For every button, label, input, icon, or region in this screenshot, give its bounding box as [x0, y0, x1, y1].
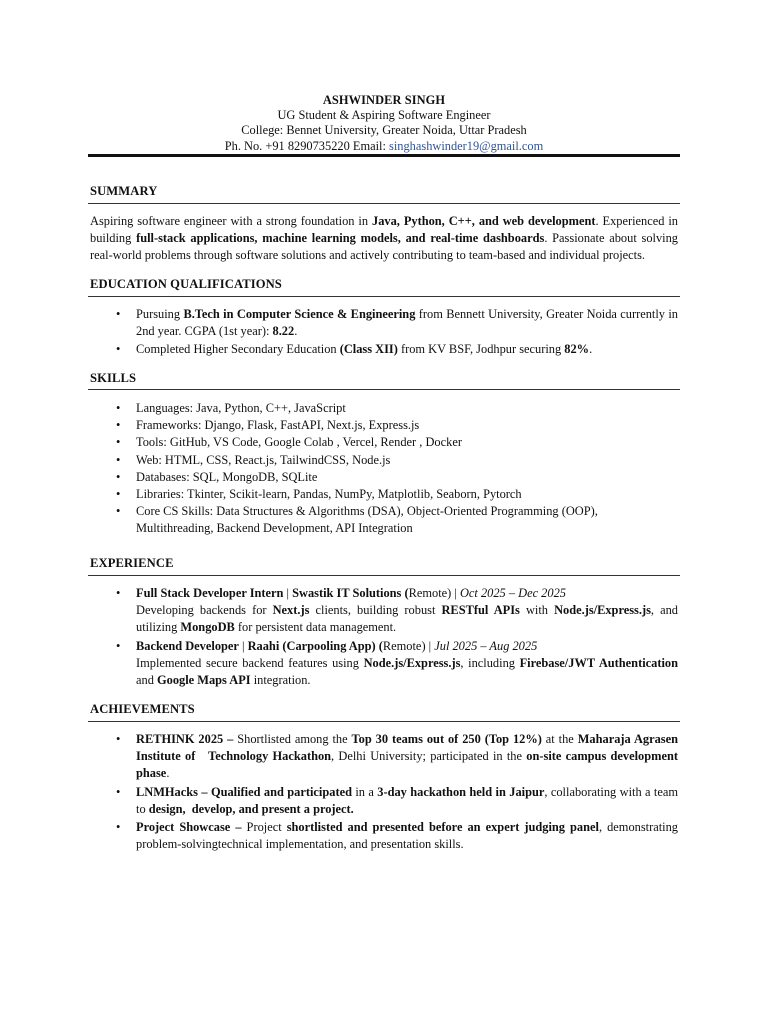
education-item-text: .	[294, 324, 298, 339]
skills-item-text: Tools: GitHub, VS Code, Google Colab , Vercel, Render , Docker	[136, 435, 462, 450]
experience-item	[0, 585, 678, 637]
experience-desc: Developing backends for	[136, 603, 273, 618]
experience-divider	[88, 575, 680, 576]
header-divider	[88, 154, 680, 157]
email-link[interactable]: singhashwinder19@gmail.com	[389, 138, 544, 153]
skills-item-text: Libraries: Tkinter, Scikit-learn, Pandas, NumPy, Matplotlib, Seaborn, Pytorch	[136, 487, 522, 502]
candidate-name: ASHWINDER SINGH	[322, 93, 446, 107]
skills-item-languages	[0, 400, 678, 417]
bullet-icon: •	[116, 435, 121, 450]
bullet-icon: •	[116, 638, 121, 653]
achievement-item	[0, 784, 678, 818]
experience-separator: |	[283, 586, 293, 600]
education-item	[0, 341, 678, 358]
education-heading: EDUCATION QUALIFICATIONS	[90, 277, 282, 291]
achievement-text: , Delhi University; participated in the	[331, 749, 527, 764]
achievement-bold: on-site campus development phase	[136, 749, 678, 781]
experience-desc-bold: Next.js	[272, 603, 310, 618]
summary-divider	[88, 203, 680, 204]
education-item-text: Completed Higher Secondary Education	[136, 342, 340, 357]
achievement-bold: shortlisted and presented before an expert judging panel	[286, 820, 599, 835]
skills-item-text: Databases: SQL, MongoDB, SQLite	[136, 469, 318, 484]
summary-text	[90, 213, 678, 265]
resume-header	[0, 93, 768, 154]
achievement-text: , demonstrating problem-solvingtechnical implementation, and presentation skills.	[136, 820, 678, 852]
bullet-icon: •	[116, 820, 121, 835]
skills-item-databases	[0, 469, 678, 486]
achievement-text: Project	[241, 820, 287, 835]
bullet-icon: •	[116, 452, 121, 467]
summary-text-part: . Passionate about solving real-world problems through software solutions and actively contributing to team-based and individual projects.	[90, 231, 678, 263]
achievement-text: in a	[351, 784, 378, 799]
experience-mode: Remote	[408, 586, 448, 600]
experience-org: Swastik IT Solutions (	[292, 586, 409, 600]
experience-mode: Remote	[382, 638, 422, 653]
candidate-tagline: UG Student & Aspiring Software Engineer	[277, 108, 491, 123]
skills-item-tools	[0, 434, 678, 451]
experience-desc-bold: MongoDB	[180, 620, 235, 635]
experience-dates: Jul 2025 – Aug 2025	[434, 638, 538, 653]
education-item-text: Pursuing	[136, 307, 184, 321]
experience-desc-bold: Node.js/Express.js	[363, 655, 461, 670]
summary-text-bold: Java, Python, C++, and web development	[372, 214, 596, 228]
education-item-bold: (Class XII)	[339, 342, 398, 357]
experience-org: Raahi (Carpooling App) (	[247, 638, 383, 653]
experience-separator: ) |	[447, 586, 460, 600]
bullet-icon: •	[116, 487, 121, 502]
experience-desc: , and utilizing	[136, 603, 678, 635]
contact-line	[0, 139, 768, 154]
bullet-icon: •	[116, 401, 121, 415]
education-item	[0, 306, 678, 340]
bullet-icon: •	[116, 307, 121, 321]
achievements-heading: ACHIEVEMENTS	[90, 702, 195, 716]
achievement-bold: –	[197, 784, 211, 799]
experience-desc: and	[136, 673, 157, 688]
achievement-bold: 3-day hackathon held in Jaipur	[377, 784, 545, 799]
achievement-text: .	[166, 766, 170, 781]
skills-heading: SKILLS	[90, 371, 137, 385]
experience-desc: Implemented secure backend features using	[136, 655, 364, 670]
bullet-icon: •	[116, 418, 121, 433]
achievement-bold: Project Showcase –	[136, 820, 242, 835]
education-item-bold: 8.22	[272, 324, 295, 339]
skills-item-frameworks	[0, 417, 678, 434]
achievement-bold: RETHINK 2025 –	[136, 732, 234, 746]
experience-desc: integration.	[250, 673, 311, 688]
education-list	[0, 306, 678, 359]
experience-desc: , including	[460, 655, 520, 670]
experience-item	[0, 638, 678, 690]
education-item-text: from KV BSF, Jodhpur securing	[397, 342, 565, 357]
bullet-icon: •	[116, 342, 121, 357]
achievement-item	[0, 731, 678, 783]
education-item-bold: B.Tech in Computer Science & Engineering	[183, 307, 416, 321]
achievement-bold: Top 30 teams out of 250 (Top 12%)	[351, 732, 542, 746]
bullet-icon: •	[116, 504, 121, 519]
skills-item-text: Frameworks: Django, Flask, FastAPI, Next.js, Express.js	[136, 418, 420, 433]
contact-phone: Ph. No. +91 8290735220 Email:	[224, 138, 390, 153]
skills-item-web	[0, 452, 678, 469]
experience-dates: Oct 2025 – Dec 2025	[459, 586, 566, 600]
achievements-list	[0, 731, 678, 853]
bullet-icon: •	[116, 732, 121, 746]
experience-desc: for persistent data management.	[234, 620, 397, 635]
achievement-text: at the	[541, 732, 578, 746]
bullet-icon: •	[116, 586, 121, 600]
summary-heading: SUMMARY	[90, 184, 158, 198]
bullet-icon: •	[116, 784, 121, 799]
skills-item-text: Web: HTML, CSS, React.js, TailwindCSS, Node.js	[136, 452, 391, 467]
skills-item-text: Core CS Skills: Data Structures & Algorithms (DSA), Object-Oriented Programming (OOP), Multithreading, Backend Development, API Integration	[136, 504, 598, 536]
experience-separator: |	[238, 638, 248, 653]
achievement-bold: Qualified and participated	[210, 784, 352, 799]
education-item-bold: 82%	[564, 342, 590, 357]
candidate-college: College: Bennet University, Greater Noida, Uttar Pradesh	[241, 123, 527, 138]
experience-desc-bold: Google Maps API	[157, 673, 251, 688]
summary-text-part: . Experienced in building	[90, 214, 678, 246]
experience-desc-bold: Firebase/JWT Authentication	[519, 655, 678, 670]
skills-divider	[88, 389, 680, 390]
education-divider	[88, 296, 680, 297]
experience-desc-bold: Node.js/Express.js	[554, 603, 651, 618]
achievement-text: , collaborating with a team to	[136, 784, 678, 816]
summary-text-part: Aspiring software engineer with a strong foundation in	[90, 214, 372, 228]
bullet-icon: •	[116, 469, 121, 484]
skills-item-core-cs	[0, 503, 678, 537]
experience-role: Full Stack Developer Intern	[136, 586, 284, 600]
achievements-divider	[88, 721, 680, 722]
achievement-bold: Maharaja Agrasen Institute of Technology Hackathon	[136, 732, 678, 764]
skills-list	[0, 400, 678, 538]
achievement-bold: design, develop, and present a project.	[148, 801, 354, 816]
achievement-item	[0, 819, 678, 853]
skills-item-text: Languages: Java, Python, C++, JavaScript	[136, 401, 346, 415]
experience-list	[0, 585, 678, 689]
experience-desc: with	[519, 603, 555, 618]
achievement-text: Shortlisted among the	[233, 732, 352, 746]
summary-text-bold: full-stack applications, machine learning models, and real-time dashboards	[136, 231, 545, 246]
achievement-bold: LNMHacks	[136, 784, 198, 799]
experience-desc-bold: RESTful APIs	[441, 603, 520, 618]
education-item-text: .	[589, 342, 593, 357]
skills-item-libraries	[0, 486, 678, 503]
experience-desc: clients, building robust	[309, 603, 442, 618]
experience-heading: EXPERIENCE	[90, 556, 174, 570]
education-item-text: from Bennett University, Greater Noida currently in 2nd year. CGPA (1st year):	[136, 307, 678, 339]
experience-role: Backend Developer	[136, 638, 239, 653]
experience-separator: ) |	[421, 638, 435, 653]
